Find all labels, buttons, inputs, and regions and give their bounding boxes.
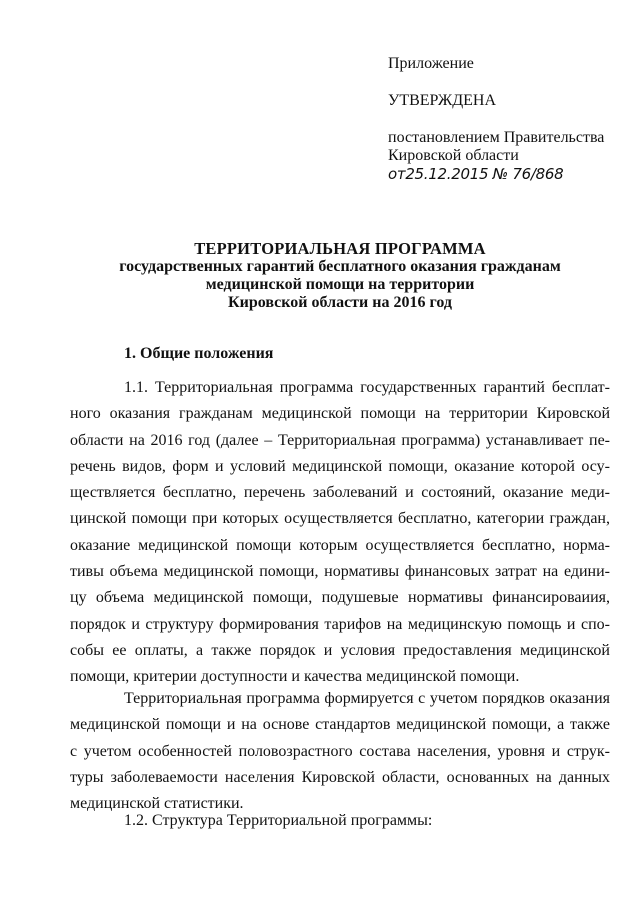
text-line: медицинской помощи и на основе стандартов медицинской помощи, а также (70, 716, 610, 734)
text-line: речень видов, форм и условий медицинской помощи, оказание которой осу- (70, 457, 610, 475)
text-line: порядок и структуру формирования тарифов на медицинскую помощь и спо- (70, 615, 610, 633)
paragraph-1-2 (70, 808, 610, 834)
title-subtitle-2: медицинской помощи на территории (205, 276, 475, 293)
paragraph-2 (70, 686, 610, 817)
text-line: цинской помощи при которых осуществляется бесплатно, категории граждан, (70, 510, 610, 528)
text-line: 1.2. Структура Территориальной программы: (124, 812, 433, 829)
text-line: собы ее оплаты, а также порядок и условия предоставления медицинской (70, 641, 610, 659)
text-line: ного оказания гражданам медицинской помощи на территории Кировской (70, 405, 610, 423)
text-line: Территориальная программа формируется с учетом порядков оказания (124, 690, 610, 707)
approval-stamp-block (388, 55, 628, 183)
text-line: медицинской статистики. (70, 795, 244, 813)
decree-line-1: постановлением Правительства (388, 129, 605, 146)
text-line: с учетом особенностей половозрастного состава населения, уровня и струк- (70, 742, 610, 760)
decree-date-number: от25.12.2015 № 76/868 (388, 165, 564, 183)
text-line: цу объема медицинской помощи, подушевые нормативы финансироваиия, (70, 589, 610, 607)
document-title (70, 240, 610, 312)
text-line: помощи, критерии доступности и качества медицинской помощи. (70, 668, 520, 686)
title-main: ТЕРРИТОРИАЛЬНАЯ ПРОГРАММА (194, 239, 486, 258)
text-line: тивы объема медицинской помощи, нормативы финансовых затрат на едини- (70, 563, 610, 581)
text-line: туры заболеваемости населения Кировской области, основанных на данных (70, 768, 610, 786)
text-line: 1.1. Территориальная программа государственных гарантий бесплат- (124, 379, 610, 396)
title-subtitle-1: государственных гарантий бесплатного оказания гражданам (119, 258, 561, 275)
text-line: ществляется бесплатно, перечень заболеваний и состояний, оказание меди- (70, 484, 610, 502)
title-subtitle-3: Кировской области на 2016 год (228, 294, 452, 311)
text-line: области на 2016 год (далее – Территориальная программа) устанавливает пе- (70, 431, 610, 449)
paragraph-1-1 (70, 375, 610, 691)
section-heading: 1. Общие положения (124, 345, 274, 362)
text-line: оказание медицинской помощи которым осуществляется бесплатно, норма- (70, 536, 610, 554)
approved-label: УТВЕРЖДЕНА (388, 92, 497, 109)
decree-line-2: Кировской области (388, 147, 519, 164)
appendix-label: Приложение (388, 55, 474, 72)
